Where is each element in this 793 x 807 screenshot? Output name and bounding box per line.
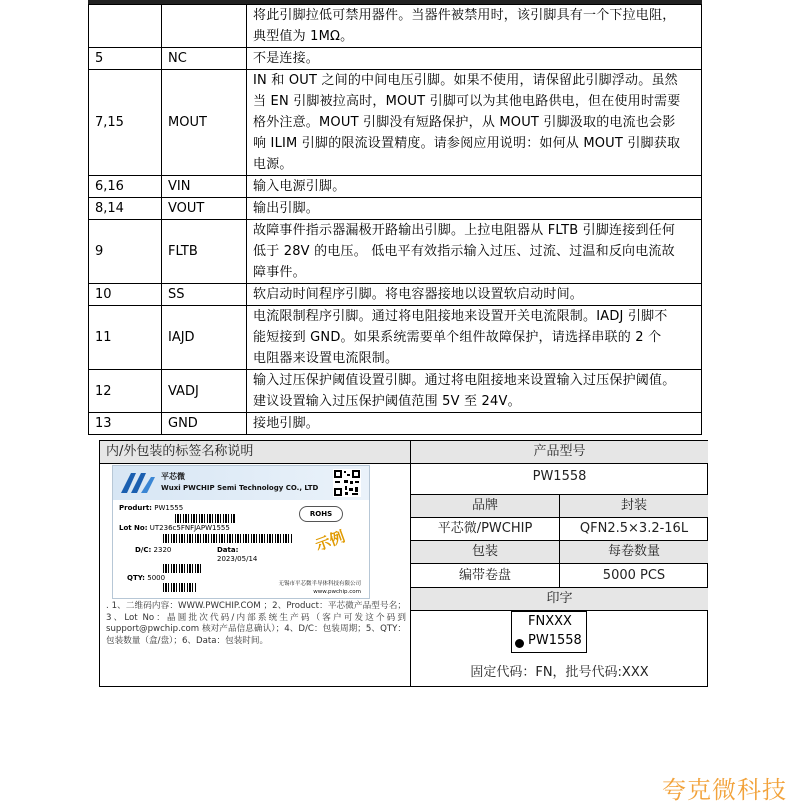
pin-description-line: 将此引脚拉低可禁用器件。当器件被禁用时，该引脚具有一个下拉电阻，	[253, 8, 676, 23]
brand-value: 平芯微/PWCHIP	[437, 521, 533, 536]
pin-number: 6,16	[89, 176, 162, 198]
pin-description-line: 输出引脚。	[253, 201, 320, 216]
data-key: Data:	[217, 546, 239, 554]
pin-description-line: 响 ILIM 引脚的限流设置精度。请参阅应用说明：如何从 MOUT 引脚获取	[253, 136, 681, 151]
pin-description-line: 建议设置输入过压保护阈值范围 5V 至 24V。	[253, 394, 521, 409]
pin-name: VOUT	[162, 198, 247, 220]
watermark: 夸克微科技	[662, 776, 787, 804]
pin-description-line: 格外注意。MOUT 引脚没有短路保护，从 MOUT 引脚汲取的电流也会影	[253, 115, 676, 130]
table-row	[89, 48, 702, 70]
rohs-badge: ROHS	[299, 506, 343, 522]
pin-number: 9	[89, 220, 162, 284]
dc-key: D/C:	[135, 546, 152, 554]
pin-description-line: 障事件。	[253, 265, 306, 280]
pin-number: 5	[89, 48, 162, 70]
label-section-header: 内/外包装的标签名称说明	[100, 441, 410, 464]
table-row	[89, 70, 702, 176]
produrt-value: PW1555	[154, 504, 184, 512]
pin-number	[89, 5, 162, 48]
label-notes: . 1、二维码内容：WWW.PWCHIP.COM ；2、Product：平芯微产品型号名；3、Lot No：晶圆批次代码/内部系统生产码（客户可发这个码到support@pwchip.com 核对产品信息确认）；4、D/C：包装周期；5、QTY：包装数量（盒/盘）；6、Data：包装时间。	[106, 601, 406, 646]
pin-description-line: 能短接到 GND。如果系统需要单个组件故障保护，请选择串联的 2 个	[253, 330, 662, 345]
dc-barcode	[163, 564, 203, 573]
brand-header: 品牌	[411, 495, 559, 517]
pin-number: 11	[89, 306, 162, 370]
pin-description-line: 电源。	[253, 157, 293, 172]
pin-name: GND	[162, 413, 247, 435]
marking-header: 印字	[411, 588, 708, 610]
table-row	[89, 198, 702, 220]
pin-description-line: 典型值为 1MΩ。	[253, 29, 354, 44]
pin-name: FLTB	[162, 220, 247, 284]
label-card-footer	[278, 580, 361, 596]
code-note: 固定代码：FN，批号代码:XXX	[470, 665, 649, 680]
marking-line1: FNXXX	[528, 614, 572, 629]
pin-description-line: 故障事件指示器漏极开路输出引脚。上拉电阻器从 FLTB 引脚连接到任何	[253, 223, 676, 238]
pin-number: 7,15	[89, 70, 162, 176]
product-spec-section	[411, 441, 708, 686]
qty-header: 每卷数量	[560, 541, 708, 563]
pin-description	[247, 413, 702, 435]
label-brand-cn: 平芯微	[161, 472, 185, 481]
pin-name: VADJ	[162, 370, 247, 413]
table-row	[89, 284, 702, 306]
pin-description	[247, 70, 702, 176]
pack-header: 包装	[411, 541, 559, 563]
example-stamp: 示例	[312, 527, 348, 555]
pin-description	[247, 5, 702, 48]
dc-value: 2320	[153, 546, 172, 554]
qty-barcode	[163, 583, 197, 592]
pin-description	[247, 176, 702, 198]
pin-number: 10	[89, 284, 162, 306]
pin-description-line: 电阻器来设置电流限制。	[253, 351, 399, 366]
pin-description	[247, 198, 702, 220]
pin-number: 8,14	[89, 198, 162, 220]
pin-description-line: 接地引脚。	[253, 416, 320, 431]
lot-barcode	[163, 534, 293, 543]
table-row	[89, 5, 702, 48]
qty-value-cell: 5000 PCS	[602, 568, 666, 583]
pin-name: VIN	[162, 176, 247, 198]
label-brand-en: Wuxi PWCHIP Semi Technology CO., LTD	[161, 484, 319, 492]
table-row	[89, 306, 702, 370]
pin-description	[247, 48, 702, 70]
pin-description-line: 当 EN 引脚被拉高时，MOUT 引脚可以为其他电路供电，但在使用时需要	[253, 94, 681, 109]
pin-description-line: IN 和 OUT 之间的中间电压引脚。如果不使用，请保留此引脚浮动。虽然	[253, 73, 678, 88]
produrt-barcode	[175, 514, 235, 523]
pin-description-table	[88, 4, 702, 435]
lot-value: UT236c5FNFJAPW1555	[149, 524, 230, 532]
pin-description	[247, 370, 702, 413]
table-row	[89, 413, 702, 435]
package-info-panel	[99, 440, 708, 687]
pin-description-line: 不是连接。	[253, 51, 320, 66]
pin1-dot-icon	[515, 639, 524, 648]
marking-line2: PW1558	[528, 633, 582, 648]
qr-code-icon	[333, 469, 361, 497]
model-header: 产品型号	[411, 441, 708, 463]
pin-description-line: 电流限制程序引脚。通过将电阻接地来设置开关电流限制。IADJ 引脚不	[253, 309, 668, 324]
package-header: 封装	[560, 495, 708, 517]
marking-diagram	[511, 611, 587, 653]
pin-description	[247, 284, 702, 306]
produrt-key: Produrt:	[119, 504, 152, 512]
model-value: PW1558	[532, 469, 587, 484]
label-description-section	[100, 441, 411, 686]
pin-name: MOUT	[162, 70, 247, 176]
qty-key: QTY:	[127, 574, 145, 582]
pin-name: IAJD	[162, 306, 247, 370]
pin-name: NC	[162, 48, 247, 70]
lot-key: Lot No:	[119, 524, 148, 532]
pin-name: SS	[162, 284, 247, 306]
pack-value: 编带卷盘	[458, 568, 511, 583]
pin-description-line: 输入过压保护阈值设置引脚。通过将电阻接地来设置输入过压保护阈值。	[253, 373, 676, 388]
package-value: QFN2.5×3.2-16L	[579, 521, 689, 536]
qty-value: 5000	[147, 574, 166, 582]
pin-description-line: 低于 28V 的电压。 低电平有效指示输入过压、过流、过温和反向电流故	[253, 244, 675, 259]
table-row	[89, 176, 702, 198]
pin-number: 13	[89, 413, 162, 435]
label-company: 无锡市平芯微半导体科技有限公司	[278, 581, 361, 587]
pin-description	[247, 220, 702, 284]
label-card-header	[113, 466, 369, 500]
pin-description	[247, 306, 702, 370]
pin-description-line: 软启动时间程序引脚。将电容器接地以设置软启动时间。	[253, 287, 584, 302]
table-row	[89, 220, 702, 284]
data-value: 2023/05/14	[217, 555, 258, 563]
pin-number: 12	[89, 370, 162, 413]
label-website: www.pwchip.com	[313, 589, 361, 595]
pin-description-line: 输入电源引脚。	[253, 179, 346, 194]
pin-name	[162, 5, 247, 48]
table-row	[89, 370, 702, 413]
pwchip-logo-icon	[119, 471, 157, 495]
sample-label-card	[112, 465, 370, 599]
